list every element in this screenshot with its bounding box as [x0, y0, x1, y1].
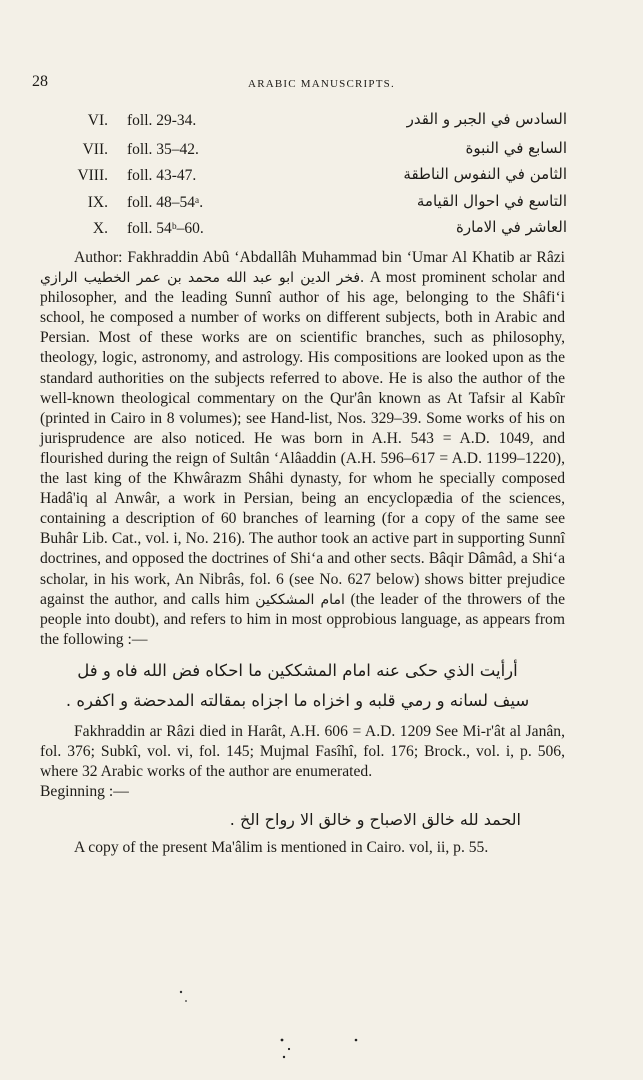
running-head: ARABIC MANUSCRIPTS. [248, 78, 395, 90]
author-text: Author: Fakhraddin Abû ‘Abdallâh Muhammad bin ‘Umar Al Khatib ar Râzi [74, 249, 565, 266]
ink-speck [288, 1048, 290, 1050]
chapter-title-arabic: السابع في النبوة [465, 139, 567, 157]
chapter-number: IX. [87, 194, 108, 211]
body-text [40, 248, 565, 858]
ink-speck [283, 1056, 285, 1058]
death-note-paragraph: Fakhraddin ar Râzi died in Harât, A.H. 606 = A.D. 1209 See Mi-r'ât al Janân, fol. 376; Subkî, vol. vi, fol. 145; Mujmal Fasîhî, fol. 176; Brock., vol. i, p. 506, where 32 Arabic works of the author are enumerated. [40, 722, 565, 781]
folio-range: foll. 35–42. [127, 141, 199, 158]
folio-range: foll. 43-47. [127, 167, 197, 184]
ink-speck [180, 991, 182, 993]
page-number: 28 [32, 73, 48, 90]
folio-range: foll. 29-34. [127, 112, 197, 129]
folio-range: foll. 54ᵇ–60. [127, 220, 204, 237]
chapter-number: VII. [82, 141, 108, 158]
verse-line-2: سيف لسانه و رمي قلبه و اخزاه ما اجزاه بمقالته المدحضة و اكفره . [65, 690, 530, 710]
contents-row [0, 141, 643, 163]
chapter-title-arabic: التاسع في احوال القيامة [416, 192, 567, 210]
contents-row [0, 112, 643, 134]
chapter-number: VI. [87, 112, 108, 129]
chapter-title-arabic: السادس في الجبر و القدر [406, 110, 567, 128]
chapter-title-arabic: الثامن في النفوس الناطقة [403, 165, 567, 183]
beginning-arabic: الحمد لله خالق الاصباح و خالق الا رواح الخ . [229, 810, 521, 830]
verse-line-1: أرأيت الذي حكى عنه امام المشككين ما احكاه فض الله فاه و فل [77, 660, 518, 680]
epithet-translation: (the leader of the throwers of the people into doubt), and refers to him in most opprobious language, as appears from the following :— [40, 590, 566, 648]
author-paragraph [40, 248, 565, 650]
contents-row [0, 167, 643, 189]
author-text-continued: . A most prominent scholar and philosopher, and the leading Sunnî author of his age, belonging to the Shâfi‘i school, he composed a number of works on different subjects, both in Arabic and Persian. Most of these works are on scientific branches, such as philosophy, theology, logic, astronomy, and astrology. His compositions are looked upon as the standard authorities on the subjects referred to above. He is also the author of the well-known theological commentary on the Qur'ân known as At Tafsir al Kabîr (printed in Cairo in 8 volumes); see Hand-list, Nos. 329–39. Some works of his on jurisprudence are also noticed. He was born in A.H. 543 = A.D. 1049, and flourished during the reign of Sultân ‘Alâaddin (A.H. 596–617 = A.D. 1199–1220), the last king of the Khwârazm Shâhi dynasty, for whom he specially composed Hadâ'iq al Anwâr, a work in Persian, being an encyclopædia of the sciences, containing a description of 60 branches of learning (for a copy of the same see Buhâr Lib. Cat., vol. i, No. 216). The author took an active part in supporting Sunnî doctrines, and opposed the doctrines of Shi‘a and other sects. Bâqir Dâmâd, a Shi‘a scholar, in his work, An Nibrâs, fol. 6 (see No. 627 below) shows bitter prejudice against the author, and calls him [40, 269, 565, 608]
author-name-arabic: فخر الدين ابو عبد الله محمد بن عمر الخطيب الرازي [40, 270, 361, 287]
contents-row [0, 194, 643, 216]
chapter-number: X. [92, 220, 108, 237]
folio-range: foll. 48–54ᵃ. [127, 194, 204, 211]
arabic-verse [40, 656, 565, 716]
epithet-arabic: امام المشككين [255, 591, 345, 608]
closing-paragraph: A copy of the present Ma'âlim is mentioned in Cairo. vol, ii, p. 55. [74, 839, 489, 857]
chapter-title-arabic: العاشر في الامارة [455, 218, 567, 236]
chapter-number: VIII. [77, 167, 108, 184]
ink-speck [281, 1039, 284, 1042]
ink-speck [355, 1039, 358, 1042]
contents-row [0, 220, 643, 242]
beginning-label: Beginning :— [40, 783, 129, 801]
ink-speck [185, 1000, 187, 1002]
